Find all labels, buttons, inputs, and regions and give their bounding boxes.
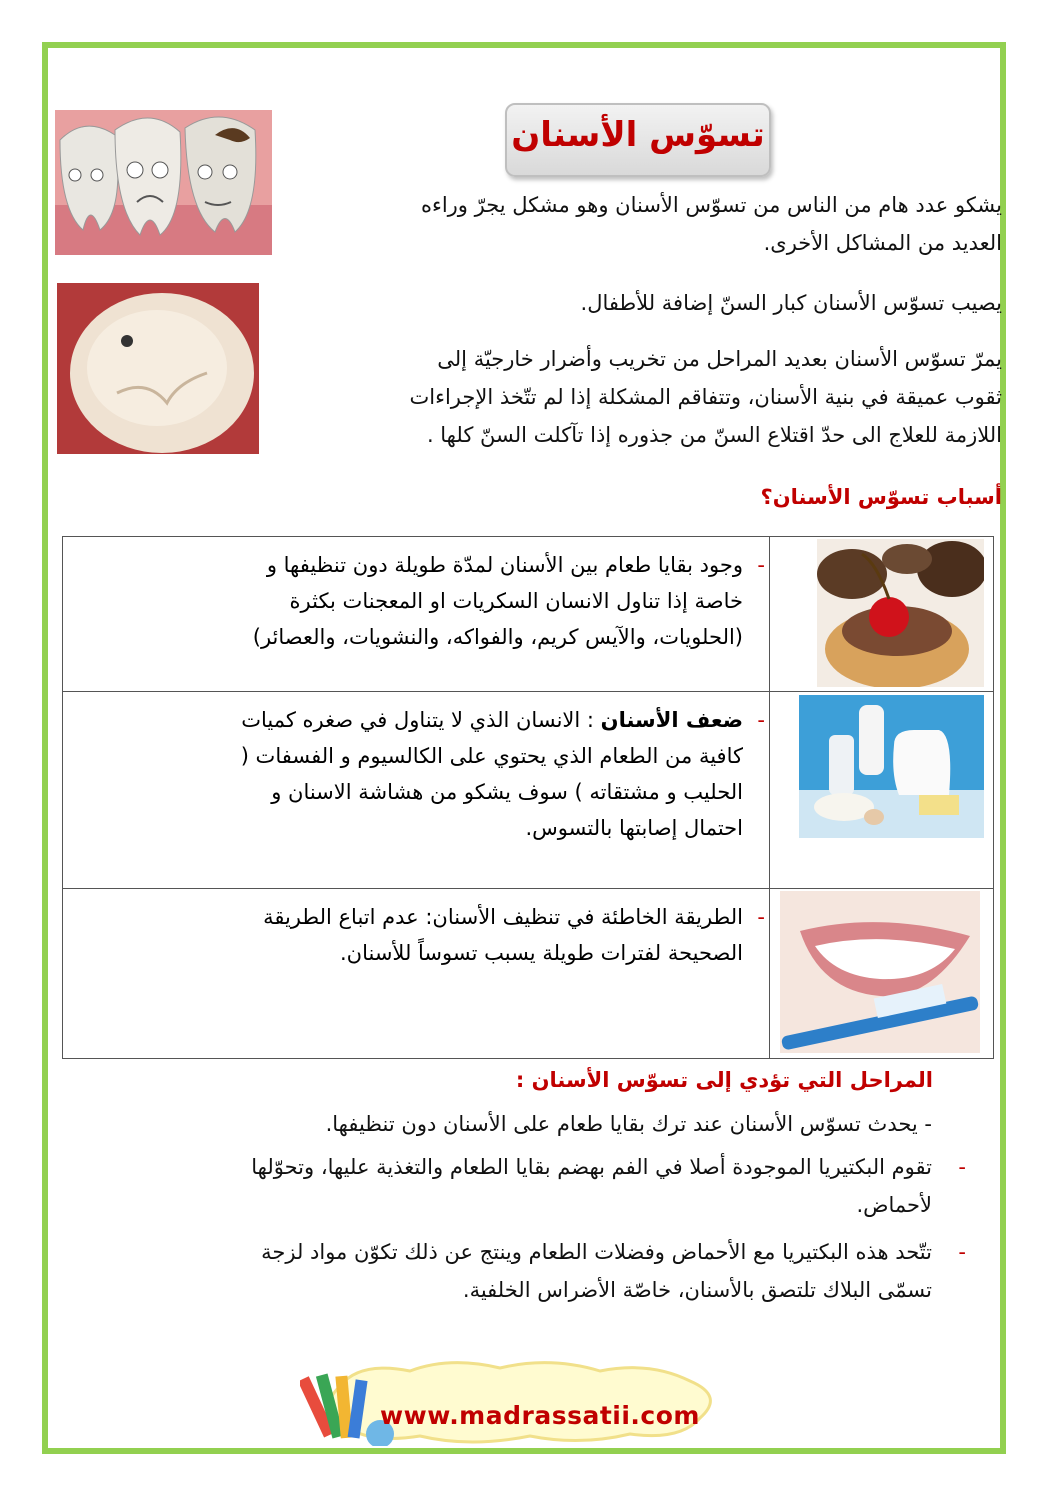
text-line: اللازمة للعلاج الى حدّ اقتلاع السنّ من جذوره إذا تآكلت السنّ كلها .: [426, 423, 1002, 447]
bullet-dash: -: [757, 905, 765, 929]
text-line: وجود بقايا طعام بين الأسنان لمدّة طويلة دون تنظيفها و: [266, 553, 743, 577]
title-box: [505, 103, 771, 177]
intro-paragraph-1: [262, 186, 1002, 262]
cause-text: [63, 537, 769, 655]
cause-image-cell: [770, 889, 994, 1059]
text-line: ثقوب عميقة في بنية الأسنان، وتتفاقم المشكلة إذا لم تتّخذ الإجراءات: [409, 385, 1002, 409]
cause-text-cell: [63, 889, 770, 1059]
intro-paragraph-2: يصيب تسوّس الأسنان كبار السنّ إضافة للأطفال.: [580, 291, 1002, 315]
page-title: تسوّس الأسنان: [511, 115, 765, 155]
text-line: لأحماض.: [856, 1193, 932, 1217]
cause-text-cell: [63, 537, 770, 692]
cause-image-cell: [770, 692, 994, 889]
causes-table: [62, 536, 994, 1059]
text-line: يشكو عدد هام من الناس من تسوّس الأسنان وهو مشكل يجرّ وراءه: [420, 193, 1002, 217]
text-line: كافية من الطعام الذي يحتوي على الكالسيوم و الفسفات (: [240, 744, 743, 768]
cause-text: [63, 692, 769, 846]
sweets-image: [817, 539, 984, 687]
stage-2: [72, 1148, 932, 1224]
table-row: [63, 889, 994, 1059]
cartoon-teeth-image: [55, 110, 272, 255]
text-line: تتّحد هذه البكتيريا مع الأحماض وفضلات الطعام وينتج عن ذلك تكوّن مواد لزجة: [261, 1240, 932, 1264]
text-line: [79, 702, 743, 738]
text-line: تسمّى البلاك تلتصق بالأسنان، خاصّة الأضراس الخلفية.: [462, 1278, 932, 1302]
stages-heading: المراحل التي تؤدي إلى تسوّس الأسنان :: [515, 1068, 933, 1092]
table-row: [63, 537, 994, 692]
text-line: يمرّ تسوّس الأسنان بعديد المراحل من تخريب وأضرار خارجيّة إلى: [437, 347, 1002, 371]
cause-image-cell: [770, 537, 994, 692]
cause-text: [63, 889, 769, 971]
website-url[interactable]: www.madrassatii.com: [380, 1401, 700, 1430]
text-line: خاصة إذا تناول الانسان السكريات او المعجنات بكثرة: [289, 589, 743, 613]
intro-paragraph-3: [242, 340, 1002, 454]
table-row: [63, 692, 994, 889]
text-line: الطريقة الخاطئة في تنظيف الأسنان: عدم اتباع الطريقة: [263, 905, 743, 929]
causes-heading: أسباب تسوّس الأسنان؟: [760, 485, 1002, 509]
text-line: (الحلويات، والآيس كريم، والفواكه، والنشويات، والعصائر): [252, 625, 743, 649]
text-line: العديد من المشاكل الأخرى.: [763, 231, 1002, 255]
stage-1: - يحدث تسوّس الأسنان عند ترك بقايا طعام على الأسنان دون تنظيفها.: [325, 1112, 932, 1136]
bullet-dash: -: [958, 1155, 966, 1179]
text-line: احتمال إصابتها بالتسوس.: [525, 816, 743, 840]
text-line: الحليب و مشتقاته ) سوف يشكو من هشاشة الاسنان و: [271, 780, 743, 804]
bold-term: ضعف الأسنان: [600, 708, 743, 732]
dairy-image: [799, 695, 984, 838]
text-line: الصحيحة لفترات طويلة يسبب تسوساً للأسنان.: [339, 941, 743, 965]
decayed-tooth-photo: [57, 283, 259, 454]
bullet-dash: -: [757, 708, 765, 732]
bullet-dash: -: [958, 1240, 966, 1264]
bullet-dash: -: [757, 553, 765, 577]
stage-3: [72, 1233, 932, 1309]
text-fragment: : الانسان الذي لا يتناول في صغره كميات: [241, 708, 601, 732]
cause-text-cell: [63, 692, 770, 889]
toothbrush-image: [780, 891, 980, 1053]
text-line: تقوم البكتيريا الموجودة أصلا في الفم بهضم بقايا الطعام والتغذية عليها، وتحوّلها: [251, 1155, 932, 1179]
